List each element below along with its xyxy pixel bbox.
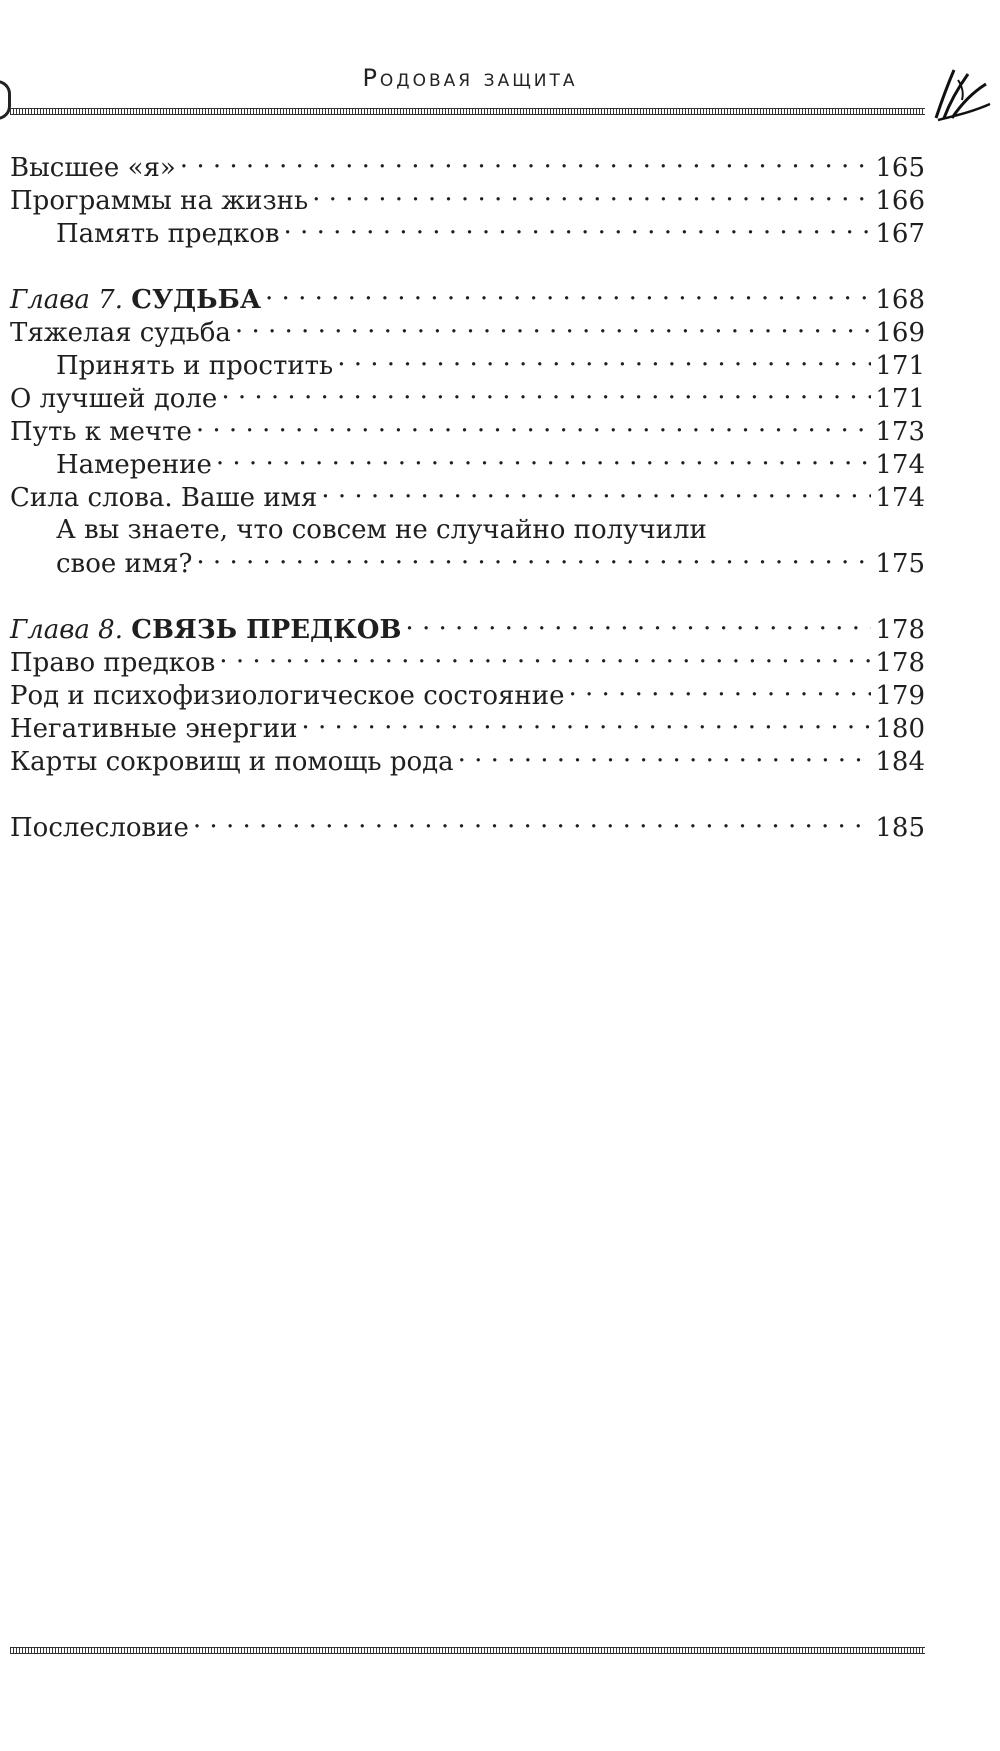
toc-page-number: 173 <box>875 417 925 447</box>
dot-leader <box>284 216 872 242</box>
toc-page-number: 179 <box>875 681 925 711</box>
toc-subentry[interactable] <box>56 216 925 250</box>
toc-subentry[interactable] <box>56 546 925 580</box>
toc-entry[interactable] <box>10 645 925 679</box>
dot-leader <box>180 150 872 176</box>
chapter-number: Глава 8. <box>10 615 123 645</box>
running-header: Родовая защита <box>362 64 578 92</box>
toc-entry[interactable] <box>10 480 925 514</box>
toc-entry-label: Право предков <box>10 648 216 678</box>
toc-subentry[interactable] <box>56 348 925 382</box>
toc-page-number: 178 <box>875 615 925 645</box>
toc-entry[interactable] <box>10 711 925 745</box>
toc-entry-label: Принять и простить <box>56 351 334 381</box>
dot-leader <box>193 810 871 836</box>
toc-page-number: 180 <box>875 714 925 744</box>
dot-leader <box>337 348 871 374</box>
toc-entry-label: свое имя? <box>56 549 193 579</box>
dot-leader <box>568 678 871 704</box>
toc-page-number: 174 <box>875 483 925 513</box>
chapter-heading <box>10 283 261 317</box>
toc-page-number: 165 <box>875 153 925 183</box>
dot-leader <box>265 282 871 308</box>
toc-entry[interactable] <box>10 381 925 415</box>
toc-entry[interactable] <box>10 150 925 184</box>
toc-page-number: 171 <box>875 384 925 414</box>
chapter-number: Глава 7. <box>10 285 123 315</box>
dot-leader <box>196 546 871 572</box>
dot-leader <box>321 480 871 506</box>
toc-entry-label: Род и психофизиологическое состояние <box>10 681 565 711</box>
dot-leader <box>235 315 871 341</box>
toc-entry-label: О лучшей доле <box>10 384 218 414</box>
toc-entry-label: Программы на жизнь <box>10 186 309 216</box>
toc-subentry[interactable] <box>56 447 925 481</box>
dot-leader <box>221 381 871 407</box>
toc-entry-label: Карты сокровищ и помощь рода <box>10 747 454 777</box>
toc-entry[interactable] <box>10 414 925 448</box>
toc-entry-label: Негативные энергии <box>10 714 298 744</box>
toc-entry[interactable] <box>10 315 925 349</box>
toc-entry-label: Память предков <box>56 219 280 249</box>
toc-entry-label: Послесловие <box>10 813 189 843</box>
footer-rule <box>10 1647 925 1654</box>
toc-page-number: 166 <box>875 186 925 216</box>
toc-entry-label: Высшее «я» <box>10 153 176 183</box>
header-rule <box>10 108 925 115</box>
dot-leader <box>219 645 871 671</box>
toc-entry-label: Сила слова. Ваше имя <box>10 483 318 513</box>
toc-entry-label: Тяжелая судьба <box>10 318 231 348</box>
toc-entry[interactable] <box>10 183 925 217</box>
toc-chapter-7[interactable] <box>10 282 925 316</box>
toc-page-number: 167 <box>875 219 925 249</box>
toc-page-number: 171 <box>875 351 925 381</box>
toc-entry-label: Намерение <box>56 450 212 480</box>
toc-page-number: 185 <box>875 813 925 843</box>
toc-page-number: 174 <box>875 450 925 480</box>
chapter-title: СВЯЗЬ ПРЕДКОВ <box>131 615 402 645</box>
toc-page-number: 178 <box>875 648 925 678</box>
toc-page-number: 184 <box>875 747 925 777</box>
toc-page-number: 175 <box>875 549 925 579</box>
chapter-heading <box>10 613 401 647</box>
toc-entry[interactable] <box>10 678 925 712</box>
toc-entry-label-line1: А вы знаете, что совсем не случайно получили <box>56 515 707 545</box>
dot-leader <box>301 711 871 737</box>
toc-page-number: 169 <box>875 318 925 348</box>
toc-entry[interactable] <box>10 810 925 844</box>
dot-leader <box>196 414 871 440</box>
toc-page-number: 168 <box>875 285 925 315</box>
chapter-title: СУДЬБА <box>131 285 262 315</box>
toc-entry[interactable] <box>10 744 925 778</box>
dot-leader <box>312 183 871 209</box>
dot-leader <box>216 447 871 473</box>
dot-leader <box>458 744 872 770</box>
dot-leader <box>405 612 871 638</box>
publisher-logo-icon <box>928 60 994 126</box>
toc-entry-label: Путь к мечте <box>10 417 192 447</box>
toc-chapter-8[interactable] <box>10 612 925 646</box>
